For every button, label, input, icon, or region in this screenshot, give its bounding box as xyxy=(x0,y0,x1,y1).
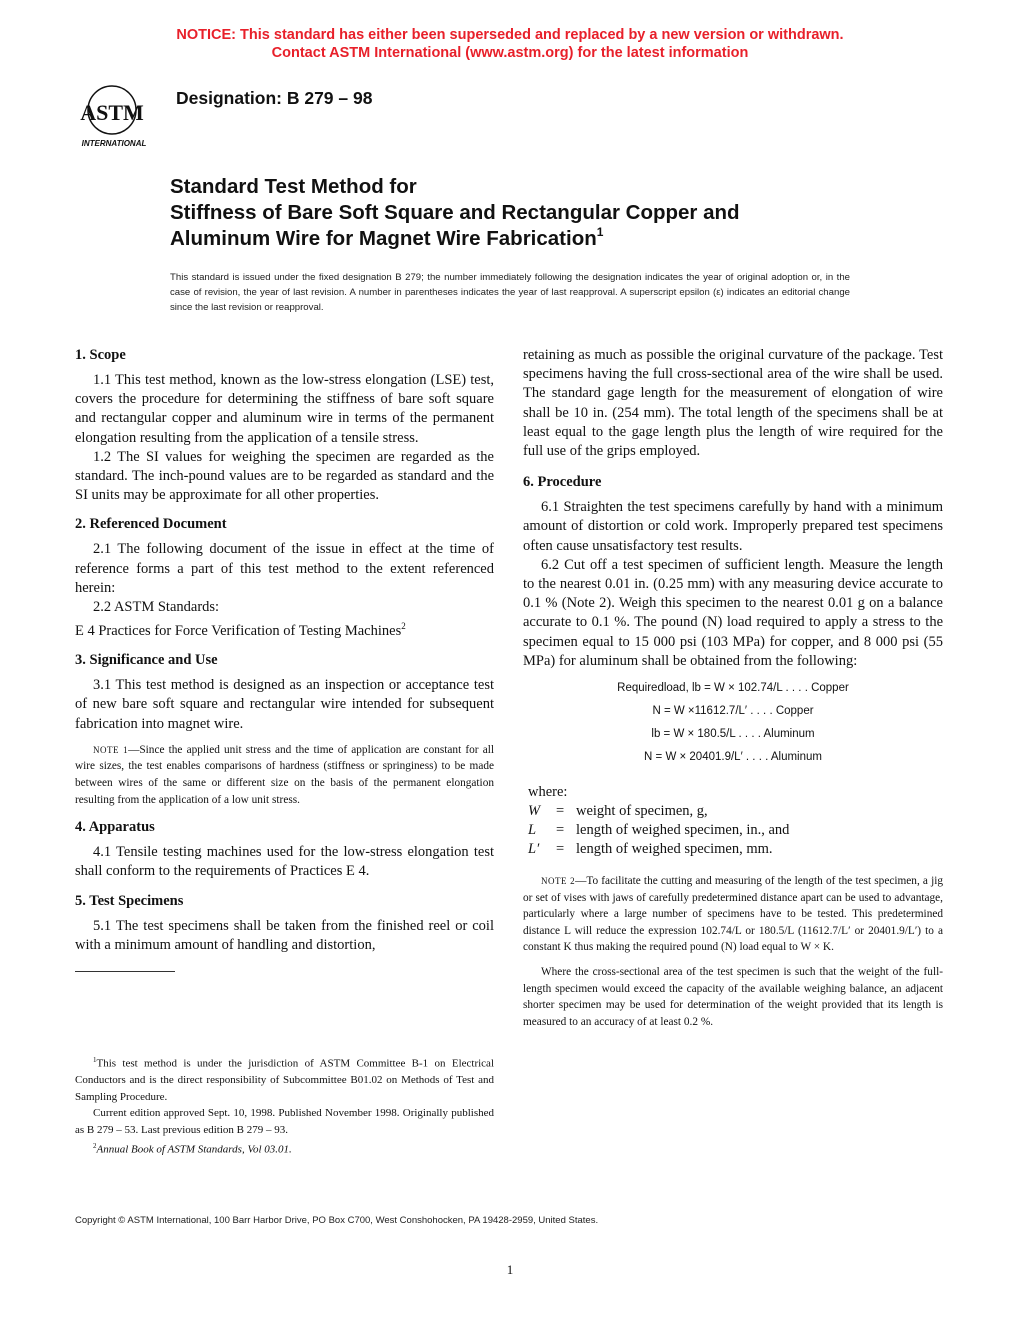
document-title xyxy=(170,174,930,252)
footnote-rule xyxy=(75,971,175,972)
apparatus-p1: 4.1 Tensile testing machines used for the low-stress elongation test shall conform to the requirements of Practices E 4. xyxy=(75,844,494,880)
footnote-1-text: This test method is under the jurisdiction of ASTM Committee B-1 on Electrical Conductors and is the direct responsibility of Subcommittee B01.02 on Methods of Test and Sampling Procedure. xyxy=(75,1057,494,1103)
title-footnote-ref: 1 xyxy=(596,225,604,239)
where-label: where: xyxy=(528,784,568,801)
scope-p1: 1.1 This test method, known as the low-stress elongation (LSE) test, covers the procedure for determining the stiffness of bare soft square and rectangular copper and aluminum wire in terms of the permanent elongation resulting from the application of a tensile stress. xyxy=(75,372,494,446)
apparatus-heading: 4. Apparatus xyxy=(75,819,155,836)
where-symbol: L xyxy=(528,822,537,839)
where-desc: weight of specimen, g, xyxy=(576,803,708,820)
where-symbol: L′ xyxy=(528,841,540,858)
notice-line-2: Contact ASTM International (www.astm.org) for the latest information xyxy=(271,45,749,61)
footnote-2-ref: 2 xyxy=(93,1142,97,1151)
where-desc: length of weighed specimen, in., and xyxy=(576,822,790,839)
specimens-p1-cont: retaining as much as possible the original curvature of the package. Test specimens having the full cross-sectional area of the wire shall be used. The standard gage length for the measurement of elongation of wire shall be 10 in. (254 mm). The total length of the specimens shall be at least equal to the gage length plus the length of wire required for the full use of the grips employed. xyxy=(523,347,943,460)
referenced-p1: 2.1 The following document of the issue in effect at the time of reference forms a part of this test method to the extent referenced herein: xyxy=(75,541,494,596)
left-column xyxy=(75,346,494,982)
equation-3: lb = W × 180.5/L . . . . Aluminum xyxy=(651,728,815,741)
title-line-1: Standard Test Method for xyxy=(170,175,417,198)
equations xyxy=(523,677,943,769)
where-desc: length of weighed specimen, mm. xyxy=(576,841,773,858)
procedure-heading: 6. Procedure xyxy=(523,474,602,491)
referenced-heading: 2. Referenced Document xyxy=(75,516,227,533)
note-1 xyxy=(75,742,494,808)
footnote-2-text: Annual Book of ASTM Standards, Vol 03.01. xyxy=(96,1143,292,1156)
footnote-1 xyxy=(75,1052,494,1105)
footnote-1b: Current edition approved Sept. 10, 1998. Published November 1998. Originally published as B 279 – 53. Last previous edition B 279 – 93. xyxy=(75,1107,494,1136)
logo-sub: INTERNATIONAL xyxy=(81,139,147,148)
where-row xyxy=(528,802,943,821)
specimens-heading: 5. Test Specimens xyxy=(75,892,184,909)
notice-banner xyxy=(0,26,1020,62)
procedure-p1: 6.1 Straighten the test specimens carefully by hand with a minimum amount of distortion or cold work. Improperly prepared test specimens often cause unsatisfactory test results. xyxy=(523,499,943,554)
notice-line-1: NOTICE: This standard has either been superseded and replaced by a new version or withdrawn. xyxy=(176,27,844,43)
referenced-item xyxy=(75,617,494,641)
footnote-1-ref: 1 xyxy=(93,1056,97,1064)
copyright: Copyright © ASTM International, 100 Barr Harbor Drive, PO Box C700, West Conshohocken, PA 19428-2959, United States. xyxy=(75,1215,599,1226)
specimens-p1: 5.1 The test specimens shall be taken from the finished reel or coil with a minimum amount of handling and distortion, xyxy=(75,917,494,953)
title-line-2: Stiffness of Bare Soft Square and Rectangular Copper and xyxy=(170,201,740,224)
where-row xyxy=(528,821,943,840)
equation-1: Requiredload, lb = W × 102.74/L . . . . Copper xyxy=(617,682,849,695)
where-row xyxy=(528,840,943,859)
equation-2: N = W ×11612.7/L′ . . . . Copper xyxy=(652,705,814,718)
where-equals: = xyxy=(556,841,565,858)
logo-text: ASTM xyxy=(80,100,144,125)
significance-heading: 3. Significance and Use xyxy=(75,652,218,669)
where-equals: = xyxy=(556,803,565,820)
referenced-p2: 2.2 ASTM Standards: xyxy=(93,599,220,616)
right-column xyxy=(523,346,943,1038)
where-equals: = xyxy=(556,822,565,839)
scope-heading: 1. Scope xyxy=(75,347,126,363)
note-2 xyxy=(523,873,943,956)
procedure-p2: 6.2 Cut off a test specimen of sufficient length. Measure the length to the nearest 0.01 in. (0.25 mm) with any measuring device accurate to 0.1 % (Note 2). Weigh this specimen to the nearest 0.01 g on a balance accurate to 0.1 %. The pound (N) load required to apply a stress to the specimen equal to 15 000 psi (103 MPa) for copper, and 8 000 psi (55 MPa) for aluminum shall be obtained from the following: xyxy=(523,556,943,669)
page-number: 1 xyxy=(506,1262,514,1277)
note-2-text: —To facilitate the cutting and measuring of the length of the test specimen, a jig or set of vises with jaws of carefully predetermined distance apart can be used to advantage, particularly where a large number of specimens have to be tested. This predetermined distance L will reduce the expression 102.74/L or 180.5/L (11612.7/L′ or 20401.9/L′) to a constant K thus making the required pound (N) load equal to W × K. xyxy=(523,875,943,954)
where-list xyxy=(528,783,943,859)
note-2-paragraph-2: Where the cross-sectional area of the test specimen is such that the weight of the full-length specimen would exceed the capacity of the available weighing balance, an adjacent shorter specimen may be used for determination of the weight provided that its length is measured to an accuracy of at least 0.2 %. xyxy=(523,966,943,1028)
significance-p1: 3.1 This test method is designed as an inspection or acceptance test of new bare soft square and rectangular wire intended for subsequent fabrication into magnet wire. xyxy=(75,677,494,732)
title-line-3: Aluminum Wire for Magnet Wire Fabrication xyxy=(170,227,597,250)
footnotes xyxy=(75,1052,494,1158)
note-2-label: NOTE 2 xyxy=(541,876,576,887)
astm-logo xyxy=(64,84,164,150)
where-symbol: W xyxy=(528,803,541,820)
referenced-footnote-ref: 2 xyxy=(401,621,406,632)
referenced-e4: E 4 Practices for Force Verification of Testing Machines xyxy=(75,623,402,640)
intro-paragraph: This standard is issued under the fixed designation B 279; the number immediately following the designation indicates the year of original adoption or, in the case of revision, the year of last revision. A number in parentheses indicates the year of last reapproval. A superscript epsilon (ε) indicates an editorial change since the last revision or reapproval. xyxy=(170,272,850,314)
note-1-label: NOTE 1 xyxy=(93,744,129,755)
designation: Designation: B 279 – 98 xyxy=(176,88,373,108)
equation-4: N = W × 20401.9/L′ . . . . Aluminum xyxy=(644,751,822,764)
scope-p2: 1.2 The SI values for weighing the specimen are regarded as the standard. The inch-pound values are to be regarded as standard and the SI units may be approximate for all other properties. xyxy=(75,448,494,504)
note-1-text: —Since the applied unit stress and the time of application are constant for all wire sizes, the test enables comparisons of hardness (stiffness or springiness) to be made between wires of the same or different size on the basis of the permanent elongation resulting from the application of a low unit stress. xyxy=(75,743,494,806)
footnote-2 xyxy=(75,1138,494,1158)
